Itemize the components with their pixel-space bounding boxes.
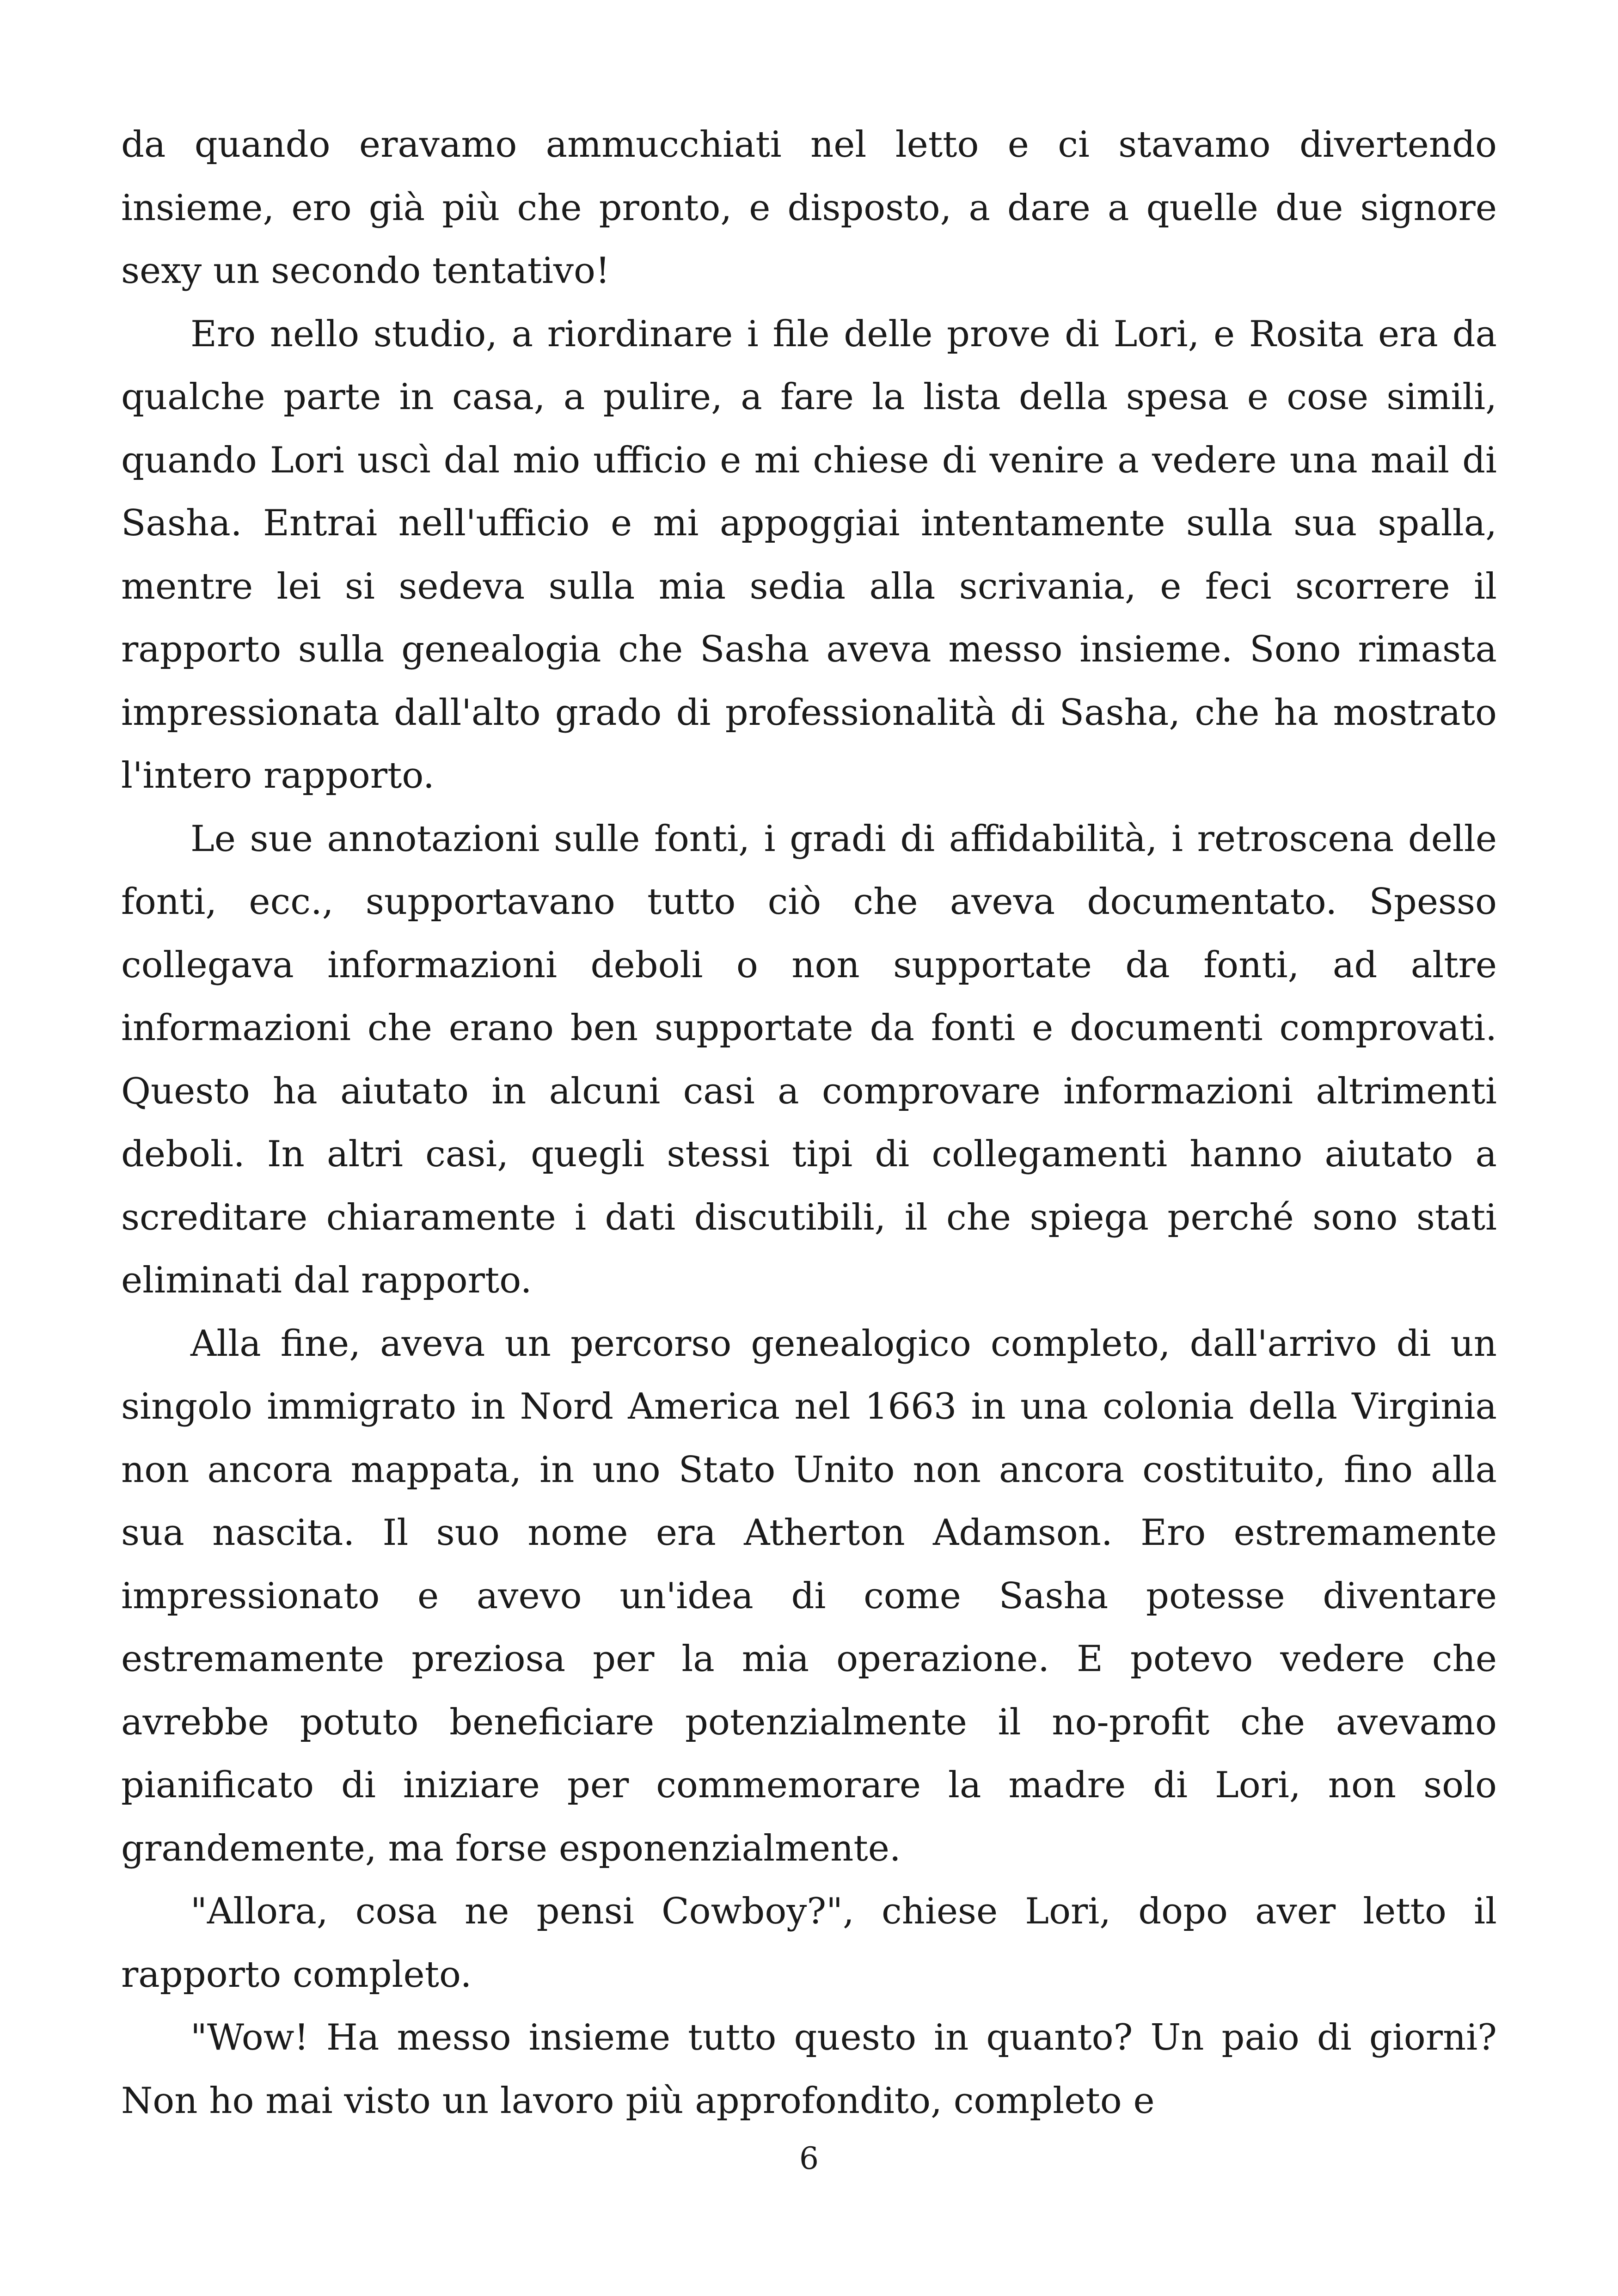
paragraph-3: Le sue annotazioni sulle fonti, i gradi di affidabilità, i retroscena delle fonti, ecc., supportavano tutto ciò che aveva documentato. Spesso collegava informazioni deboli o non supportate da fonti, ad altre informazioni che erano ben supportate da fonti e documenti comprovati. Questo ha aiutato in alcuni casi a comprovare informazioni altrimenti deboli. In altri casi, quegli stessi tipi di collegamenti hanno aiutato a screditare chiaramente i dati discutibili, il che spiega perché sono stati eliminati dal rapporto. — [121, 818, 1497, 1301]
paragraph-2: Ero nello studio, a riordinare i file delle prove di Lori, e Rosita era da qualche parte in casa, a pulire, a fare la lista della spesa e cose simili, quando Lori uscì dal mio ufficio e mi chiese di venire a vedere una mail di Sasha. Entrai nell'ufficio e mi appoggiai intentamente sulla sua spalla, mentre lei si sedeva sulla mia sedia alla scrivania, e feci scorrere il rapporto sulla genealogia che Sasha aveva messo insieme. Sono rimasta impressionata dall'alto grado di professionalità di Sasha, che ha mostrato l'intero rapporto. — [121, 313, 1497, 796]
paragraph-5: "Allora, cosa ne pensi Cowboy?", chiese Lori, dopo aver letto il rapporto completo. — [121, 1891, 1497, 1996]
paragraph-4: Alla fine, aveva un percorso genealogico completo, dall'arrivo di un singolo immigrato in Nord America nel 1663 in una colonia della Virginia non ancora mappata, in uno Stato Unito non ancora costituito, fino alla sua nascita. Il suo nome era Atherton Adamson. Ero estremamente impressionato e avevo un'idea di come Sasha potesse diventare estremamente preziosa per la mia operazione. E potevo vedere che avrebbe potuto beneficiare potenzialmente il no-profit che avevamo pianificato di iniziare per commemorare la madre di Lori, non solo grandemente, ma forse esponenzialmente. — [121, 1322, 1497, 1869]
page-number: 6 — [799, 2141, 819, 2176]
page-body — [121, 113, 1497, 2132]
paragraph-6: "Wow! Ha messo insieme tutto questo in quanto? Un paio di giorni? Non ho mai visto un lavoro più approfondito, completo e — [121, 2017, 1497, 2122]
paragraph-1: da quando eravamo ammucchiati nel letto e ci stavamo divertendo insieme, ero già più che pronto, e disposto, a dare a quelle due signore sexy un secondo tentativo! — [121, 124, 1497, 292]
